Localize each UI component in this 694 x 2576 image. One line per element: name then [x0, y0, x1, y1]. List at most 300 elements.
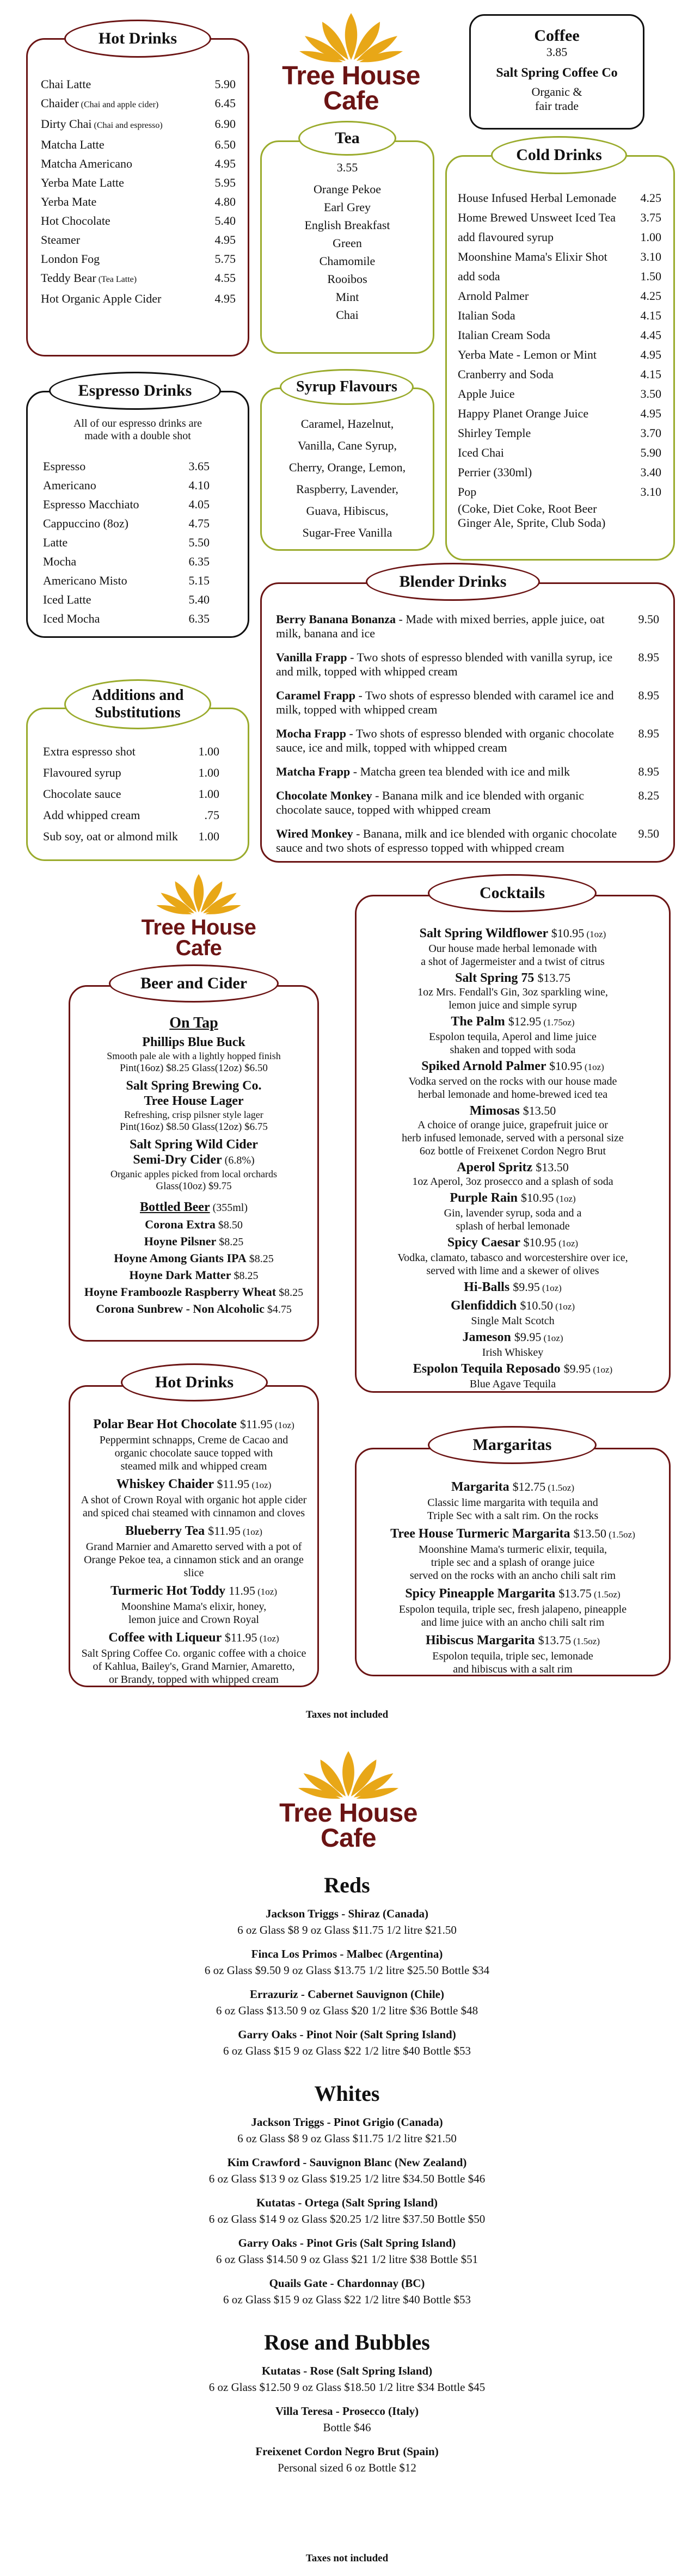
item-price: 5.40	[188, 593, 210, 606]
item-name: Mocha	[43, 555, 77, 568]
hot-drinks-2-title: Hot Drinks	[121, 1363, 268, 1401]
sun-leaves-icon	[261, 10, 441, 64]
coffee-price: 3.85	[546, 45, 568, 59]
cold-drinks-list	[458, 188, 661, 530]
hot-drinks-panel	[26, 38, 249, 356]
item-name: Perrier (330ml)	[458, 465, 532, 479]
on-tap-title: On Tap	[169, 1015, 218, 1031]
cold-drink-row	[458, 188, 661, 208]
wine-name: Quails Gate - Chardonnay (BC)	[269, 2277, 425, 2290]
drink-desc: Orange Pekoe tea, a cinnamon stick and an orange slice	[84, 1554, 304, 1579]
margaritas-panel	[355, 1448, 671, 1676]
drink-size: (1oz)	[539, 1283, 562, 1293]
blender-detail: - Made with mixed berries, apple juice, oat milk, banana and ice	[276, 612, 605, 640]
item-price: 5.90	[640, 446, 661, 459]
blender-panel	[260, 582, 675, 863]
cold-drink-row	[458, 482, 661, 502]
drink-price: $12.75	[512, 1480, 546, 1493]
wine-name: Kim Crawford - Sauvignon Blanc (New Zealand)	[227, 2156, 467, 2169]
blender-item	[276, 727, 659, 755]
hot-drink-row	[41, 211, 236, 230]
hot-drink-row	[41, 289, 236, 308]
drink-desc: lemon juice and simple syrup	[449, 999, 577, 1011]
bottle-price: $8.25	[216, 1236, 244, 1248]
cold-drink-row	[458, 423, 661, 443]
drink-desc: splash of herbal lemonade	[456, 1220, 570, 1232]
wine-name: Jackson Triggs - Shiraz (Canada)	[265, 1907, 429, 1920]
drink-size: (1.5oz)	[545, 1483, 574, 1493]
hot-drink-row	[41, 94, 236, 114]
item-price: 4.10	[188, 478, 210, 492]
drink-desc: Single Malt Scotch	[471, 1315, 555, 1327]
drink-desc: served on the rocks with an ancho chili salt rim	[409, 1570, 616, 1582]
bottle-price: $8.25	[276, 1287, 304, 1299]
drink-price: $10.95	[551, 926, 585, 940]
item-name: Espresso	[43, 459, 86, 473]
addition-row	[43, 826, 219, 847]
bottle-row	[76, 1284, 312, 1301]
drink-price: $9.95	[513, 1280, 540, 1294]
blender-item	[276, 688, 659, 717]
item-price: 1.00	[198, 787, 219, 801]
sun-leaves-icon	[261, 1747, 435, 1802]
wine-section-title: Rose and Bubbles	[264, 2330, 430, 2354]
wine-name: Errazuriz - Cabernet Sauvignon (Chile)	[250, 1988, 444, 2001]
blender-desc	[276, 765, 623, 779]
drink-name: Tree House Turmeric Margarita $13.50 (1.5oz)	[390, 1527, 635, 1541]
beer-desc: Smooth pale ale with a lightly hopped finish	[107, 1050, 281, 1061]
drink-desc: Moonshine Mama's elixir, honey,	[121, 1601, 267, 1613]
coffee-panel	[469, 14, 644, 130]
blender-price: 8.95	[638, 650, 659, 664]
item-note: (Chai and espresso)	[91, 121, 163, 130]
cold-drink-row	[458, 228, 661, 247]
item-price: 5.40	[214, 214, 236, 228]
bottle-row	[76, 1250, 312, 1267]
blender-item	[276, 827, 659, 855]
item-price: 4.15	[640, 367, 661, 381]
drink-desc: Gin, lavender syrup, soda and a	[444, 1207, 582, 1219]
drink-size: (1.5oz)	[606, 1529, 635, 1540]
tea-item: Green	[333, 236, 362, 250]
blender-desc	[276, 612, 623, 641]
blender-item	[276, 612, 659, 641]
item-price: 6.50	[214, 138, 236, 151]
drink-name: Salt Spring Wildflower $10.95 (1oz)	[419, 926, 606, 940]
item-note: (Tea Latte)	[96, 275, 137, 284]
beer-desc: Organic apples picked from local orchards	[110, 1169, 278, 1179]
blender-detail: - Two shots of espresso blended with caramel ice and milk, topped with whipped cream	[276, 688, 614, 716]
cold-drink-row	[458, 267, 661, 286]
beer-title: Beer and Cider	[109, 964, 279, 1003]
drink-desc: Peppermint schnapps, Creme de Cacao and	[99, 1434, 288, 1446]
cold-drink-row	[458, 345, 661, 365]
drink-name: Spiked Arnold Palmer $10.95 (1oz)	[421, 1059, 604, 1073]
hot-drink-row	[41, 75, 236, 94]
bottle-row	[76, 1267, 312, 1284]
addition-row	[43, 741, 219, 762]
drink-name: Spicy Pineapple Margarita $13.75 (1.5oz)	[405, 1587, 621, 1601]
item-name: Arnold Palmer	[458, 289, 529, 303]
blender-detail: - Banana, milk and ice blended with organic chocolate sauce and two shots of espresso topped with whipped cream	[276, 827, 617, 854]
addition-row	[43, 783, 219, 804]
wine-name: Kutatas - Rose (Salt Spring Island)	[261, 2364, 433, 2377]
cider-abv: (6.8%)	[222, 1154, 255, 1166]
item-price: 4.25	[640, 191, 661, 205]
drink-price: $10.95	[549, 1059, 582, 1073]
blender-name: Wired Monkey	[276, 827, 353, 840]
item-name: Iced Chai	[458, 446, 504, 459]
item-price: 3.40	[640, 465, 661, 479]
drink-name: Glenfiddich $10.50 (1oz)	[451, 1299, 575, 1313]
item-name: House Infused Herbal Lemonade	[458, 191, 617, 205]
additions-list	[43, 741, 219, 847]
syrup-line: Caramel, Hazelnut,	[300, 417, 394, 431]
blender-desc	[276, 650, 623, 679]
drink-desc: or Brandy, topped with whipped cream	[109, 1674, 279, 1686]
drink-price: $12.95	[508, 1015, 542, 1028]
item-price: 6.35	[188, 612, 210, 625]
drink-desc: 1oz Aperol, 3oz prosecco and a splash of soda	[412, 1176, 613, 1188]
drink-name: Espolon Tequila Reposado $9.95 (1oz)	[413, 1362, 613, 1376]
drink-name: Salt Spring 75 $13.75	[455, 971, 570, 985]
cocktails-list	[362, 924, 664, 1391]
tea-list	[262, 180, 433, 324]
blender-name: Caramel Frapp	[276, 688, 356, 702]
drink-desc: Irish Whiskey	[482, 1347, 544, 1358]
item-name: Shirley Temple	[458, 426, 531, 440]
espresso-row	[43, 552, 210, 571]
blender-desc	[276, 789, 623, 817]
drink-desc: steamed milk and whipped cream	[120, 1460, 267, 1472]
drink-desc: triple sec and a splash of orange juice	[431, 1557, 595, 1569]
wine-name: Freixenet Cordon Negro Brut (Spain)	[255, 2445, 439, 2458]
drink-desc: Grand Marnier and Amaretto served with a pot of	[85, 1541, 302, 1553]
item-price: 5.15	[188, 574, 210, 587]
hot-drink-row	[41, 249, 236, 268]
item-price: 4.75	[188, 517, 210, 530]
wine-section-title: Reds	[324, 1873, 370, 1897]
blender-item	[276, 765, 659, 779]
addition-row	[43, 762, 219, 783]
cold-drink-row	[458, 208, 661, 228]
drink-name: Turmeric Hot Toddy 11.95 (1oz)	[110, 1584, 277, 1598]
taxes-note: Taxes not included	[305, 1709, 389, 1720]
cold-drinks-title: Cold Drinks	[491, 136, 627, 174]
espresso-row	[43, 495, 210, 514]
item-name: Pop	[458, 485, 477, 499]
item-price: 3.65	[188, 459, 210, 473]
item-price: 1.50	[640, 269, 661, 283]
wine-price: 6 oz Glass $14.50 9 oz Glass $21 1/2 litre $38 Bottle $51	[216, 2253, 478, 2266]
cold-drink-row	[458, 404, 661, 423]
drink-price: $11.95	[208, 1524, 241, 1538]
drink-size: (1oz)	[257, 1633, 279, 1644]
blender-name: Berry Banana Bonanza	[276, 612, 396, 626]
wine-list	[0, 1872, 694, 2483]
hot-drink-row	[41, 154, 236, 173]
espresso-row	[43, 457, 210, 476]
blender-name: Vanilla Frapp	[276, 650, 347, 664]
item-name: London Fog	[41, 252, 100, 266]
drink-desc: herb infused lemonade, served with a personal size	[402, 1132, 624, 1144]
espresso-intro-2: made with a double shot	[84, 430, 191, 442]
item-price: 5.75	[214, 252, 236, 266]
drink-price: $11.95	[224, 1631, 257, 1644]
tea-item: Orange Pekoe	[313, 182, 381, 196]
item-name: Matcha Latte	[41, 138, 105, 151]
coffee-note-1: Organic &	[531, 85, 582, 99]
wine-price: 6 oz Glass $12.50 9 oz Glass $18.50 1/2 litre $34 Bottle $45	[208, 2381, 486, 2394]
espresso-row	[43, 590, 210, 609]
hot-drinks-list	[41, 75, 236, 308]
beer-price: Pint(16oz) $8.50 Glass(12oz) $6.75	[120, 1121, 268, 1133]
cold-drink-row	[458, 384, 661, 404]
logo-line2: Cafe	[175, 936, 222, 960]
drink-desc: 6oz bottle of Freixenet Cordon Negro Brut	[419, 1145, 606, 1157]
drink-size: (1oz)	[552, 1301, 575, 1312]
drink-desc: served with lime and a skewer of olives	[426, 1265, 599, 1277]
drink-name: The Palm $12.95 (1.75oz)	[451, 1015, 575, 1029]
tea-price: 3.55	[336, 161, 358, 174]
addition-row	[43, 804, 219, 826]
additions-title	[64, 679, 211, 729]
item-name: Cappuccino (8oz)	[43, 517, 128, 530]
drink-name: Polar Bear Hot Chocolate $11.95 (1oz)	[93, 1417, 294, 1431]
tree-house-logo	[261, 10, 441, 115]
logo-line1: Tree House	[282, 62, 420, 90]
syrup-line: Raspberry, Lavender,	[296, 482, 398, 496]
item-name: Hot Chocolate	[41, 214, 110, 228]
tea-item: English Breakfast	[304, 218, 390, 232]
wine-price: 6 oz Glass $9.50 9 oz Glass $13.75 1/2 litre $25.50 Bottle $34	[204, 1964, 490, 1977]
bottled-size: (355ml)	[210, 1202, 248, 1214]
additions-title-2: Substitutions	[95, 704, 181, 721]
item-name: Chai Latte	[41, 77, 91, 91]
hot-drink-row	[41, 230, 236, 249]
item-name: Happy Planet Orange Juice	[458, 407, 589, 420]
drink-desc: Moonshine Mama's turmeric elixir, tequila,	[418, 1544, 607, 1556]
item-price: 4.95	[640, 348, 661, 361]
drink-size: (1oz)	[541, 1333, 563, 1343]
drink-desc: and spiced chai steamed with cinnamon and cloves	[82, 1507, 305, 1519]
drink-desc: of Kahlua, Bailey's, Grand Marnier, Amaretto,	[93, 1661, 295, 1673]
drink-desc: Vodka served on the rocks with our house made	[408, 1075, 617, 1087]
sun-leaves-icon	[125, 871, 272, 917]
wine-price: Personal sized 6 oz Bottle $12	[278, 2461, 416, 2474]
item-name: Espresso Macchiato	[43, 497, 139, 511]
drink-name: Mimosas $13.50	[469, 1104, 556, 1118]
drink-size: (1oz)	[582, 1062, 604, 1072]
drink-price: $10.50	[520, 1299, 553, 1312]
logo-line1: Tree House	[279, 1799, 417, 1828]
syrup-list	[262, 413, 433, 544]
item-price: 1.00	[198, 766, 219, 779]
wine-name: Garry Oaks - Pinot Noir (Salt Spring Island)	[238, 2028, 456, 2041]
beer-desc: Refreshing, crisp pilsner style lager	[124, 1109, 263, 1120]
taxes-note-2: Taxes not included	[305, 2553, 389, 2564]
tea-item: Chai	[336, 308, 359, 322]
item-name: Italian Cream Soda	[458, 328, 550, 342]
tree-house-logo-2	[125, 871, 272, 963]
drink-desc: and hibiscus with a salt rim	[453, 1663, 573, 1675]
drink-desc: Our house made herbal lemonade with	[428, 943, 597, 955]
drink-desc: Triple Sec with a salt rim. On the rocks	[427, 1510, 599, 1522]
cold-drink-row	[458, 463, 661, 482]
espresso-row	[43, 533, 210, 552]
blender-detail: - Banana milk and ice blended with organic chocolate sauce, topped with whipped cream	[276, 789, 584, 816]
drink-name: Purple Rain $10.95 (1oz)	[450, 1191, 576, 1205]
drink-desc: Vodka, clamato, tabasco and worcestershire over ice,	[397, 1252, 628, 1264]
wine-name: Kutatas - Ortega (Salt Spring Island)	[256, 2196, 438, 2209]
drink-desc: shaken and topped with soda	[450, 1044, 576, 1056]
wine-price: 6 oz Glass $13.50 9 oz Glass $20 1/2 litre $36 Bottle $48	[216, 2004, 478, 2017]
bottle-price: $4.75	[264, 1304, 292, 1315]
drink-size: (1.5oz)	[591, 1589, 621, 1600]
bottle-name: Corona Extra	[145, 1218, 216, 1231]
drink-desc: Espolon tequila, triple sec, lemonade	[432, 1650, 593, 1662]
drink-size: (1.75oz)	[541, 1017, 575, 1028]
item-name: Americano Misto	[43, 574, 127, 587]
drink-name: Jameson $9.95 (1oz)	[462, 1330, 563, 1344]
item-name: Iced Latte	[43, 593, 91, 606]
drink-desc: Espolon tequila, Aperol and lime juice	[429, 1031, 597, 1043]
cold-drink-row	[458, 286, 661, 306]
item-price: 3.70	[640, 426, 661, 440]
item-name: add flavoured syrup	[458, 230, 554, 244]
hot-drinks-2-list	[76, 1413, 312, 1686]
wine-price: 6 oz Glass $8 9 oz Glass $11.75 1/2 litre $21.50	[237, 1923, 457, 1936]
blender-price: 8.95	[638, 727, 659, 740]
beer-name: Salt Spring Brewing Co.	[126, 1079, 262, 1093]
item-name: Sub soy, oat or almond milk	[43, 829, 178, 843]
item-name: Italian Soda	[458, 309, 515, 322]
item-name: Dirty Chai (Chai and espresso)	[41, 117, 163, 131]
bottle-price: $8.25	[246, 1253, 274, 1265]
drink-name: Blueberry Tea $11.95 (1oz)	[125, 1524, 262, 1538]
wine-name: Villa Teresa - Prosecco (Italy)	[275, 2405, 419, 2418]
blender-desc	[276, 827, 623, 855]
drink-price: $13.75	[538, 1633, 572, 1647]
bottle-name: Hoyne Pilsner	[144, 1234, 217, 1248]
drink-price: $10.95	[523, 1235, 556, 1249]
beer-name: Semi-Dry Cider (6.8%)	[133, 1153, 255, 1167]
item-price: 4.95	[214, 292, 236, 305]
blender-price: 9.50	[638, 827, 659, 840]
beer-price: Glass(10oz) $9.75	[156, 1181, 232, 1192]
wine-price: Bottle $46	[323, 2421, 371, 2434]
bottle-name: Corona Sunbrew - Non Alcoholic	[96, 1302, 265, 1315]
blender-desc	[276, 688, 623, 717]
item-price: 6.90	[214, 117, 236, 131]
drink-price: $13.75	[537, 971, 570, 985]
tea-item: Rooibos	[327, 272, 367, 286]
blender-item	[276, 650, 659, 679]
blender-name: Mocha Frapp	[276, 727, 346, 740]
item-price: 4.15	[640, 309, 661, 322]
item-name: add soda	[458, 269, 500, 283]
blender-list	[276, 612, 659, 865]
item-name: Teddy Bear (Tea Latte)	[41, 271, 137, 285]
tea-item: Chamomile	[319, 254, 376, 268]
beer-panel	[69, 985, 319, 1342]
drink-price: $13.50	[523, 1104, 556, 1117]
drink-price: $13.50	[573, 1527, 606, 1540]
espresso-intro-1: All of our espresso drinks are	[73, 417, 202, 429]
syrup-panel	[260, 388, 434, 551]
item-name: Chocolate sauce	[43, 787, 121, 801]
pop-note-1: (Coke, Diet Coke, Root Beer	[458, 502, 597, 515]
syrup-line: Vanilla, Cane Syrup,	[297, 439, 397, 452]
blender-title: Blender Drinks	[366, 563, 540, 601]
syrup-line: Sugar-Free Vanilla	[302, 526, 392, 539]
drink-desc: organic chocolate sauce topped with	[114, 1447, 273, 1459]
item-price: 5.50	[188, 536, 210, 549]
item-price: 4.05	[188, 497, 210, 511]
drink-desc: and lime juice with an ancho chili salt rim	[421, 1616, 605, 1628]
hot-drink-row	[41, 135, 236, 154]
item-price: 3.75	[640, 211, 661, 224]
bottle-name: Hoyne Framboozle Raspberry Wheat	[84, 1285, 277, 1299]
item-name: Matcha Americano	[41, 157, 132, 170]
bottle-row	[76, 1216, 312, 1233]
drink-size: (1oz)	[272, 1420, 294, 1430]
drink-size: (1oz)	[584, 929, 606, 939]
hot-drink-row	[41, 173, 236, 192]
logo-line1: Tree House	[141, 915, 256, 939]
drink-price: $13.50	[536, 1160, 569, 1174]
blender-price: 9.50	[638, 612, 659, 626]
drink-price: $13.75	[558, 1587, 592, 1600]
cold-drinks-panel	[445, 155, 675, 561]
margaritas-title: Margaritas	[428, 1426, 597, 1464]
drink-price: 11.95	[229, 1584, 255, 1597]
item-price: 1.00	[640, 230, 661, 244]
drink-price: $9.95	[563, 1362, 591, 1375]
bottled-title	[76, 1198, 312, 1216]
drink-desc: Classic lime margarita with tequila and	[427, 1497, 598, 1509]
drink-name: Spicy Caesar $10.95 (1oz)	[447, 1235, 579, 1250]
beer-name: Phillips Blue Buck	[142, 1035, 245, 1049]
tea-panel	[260, 140, 434, 354]
item-name: Add whipped cream	[43, 808, 140, 822]
blender-detail: - Two shots of espresso blended with organic chocolate sauce, ice and milk, topped with whipped cream	[276, 727, 614, 754]
drink-price: $11.95	[239, 1417, 273, 1431]
logo-line2: Cafe	[320, 1823, 377, 1853]
item-price: 1.00	[198, 829, 219, 843]
item-name: Americano	[43, 478, 96, 492]
hot-drink-row	[41, 268, 236, 289]
item-name: Flavoured syrup	[43, 766, 121, 779]
drink-size: (1oz)	[556, 1238, 579, 1249]
item-price: 4.95	[640, 407, 661, 420]
drink-name: Margarita $12.75 (1.5oz)	[451, 1480, 574, 1494]
drink-desc: Espolon tequila, triple sec, fresh jalapeno, pineapple	[398, 1603, 627, 1615]
wine-price: 6 oz Glass $14 9 oz Glass $20.25 1/2 litre $37.50 Bottle $50	[208, 2212, 486, 2225]
blender-desc	[276, 727, 623, 755]
hot-drinks-title: Hot Drinks	[64, 20, 211, 58]
margaritas-list	[362, 1475, 664, 1676]
bottle-name: Hoyne Among Giants IPA	[114, 1251, 247, 1265]
cold-drink-row	[458, 306, 661, 325]
blender-name: Chocolate Monkey	[276, 789, 372, 802]
blender-name: Matcha Frapp	[276, 765, 351, 778]
tea-item: Earl Grey	[323, 200, 371, 214]
blender-price: 8.95	[638, 765, 659, 778]
item-name: Latte	[43, 536, 68, 549]
drink-size: (1oz)	[249, 1480, 272, 1490]
wine-price: 6 oz Glass $13 9 oz Glass $19.25 1/2 litre $34.50 Bottle $46	[208, 2172, 486, 2185]
